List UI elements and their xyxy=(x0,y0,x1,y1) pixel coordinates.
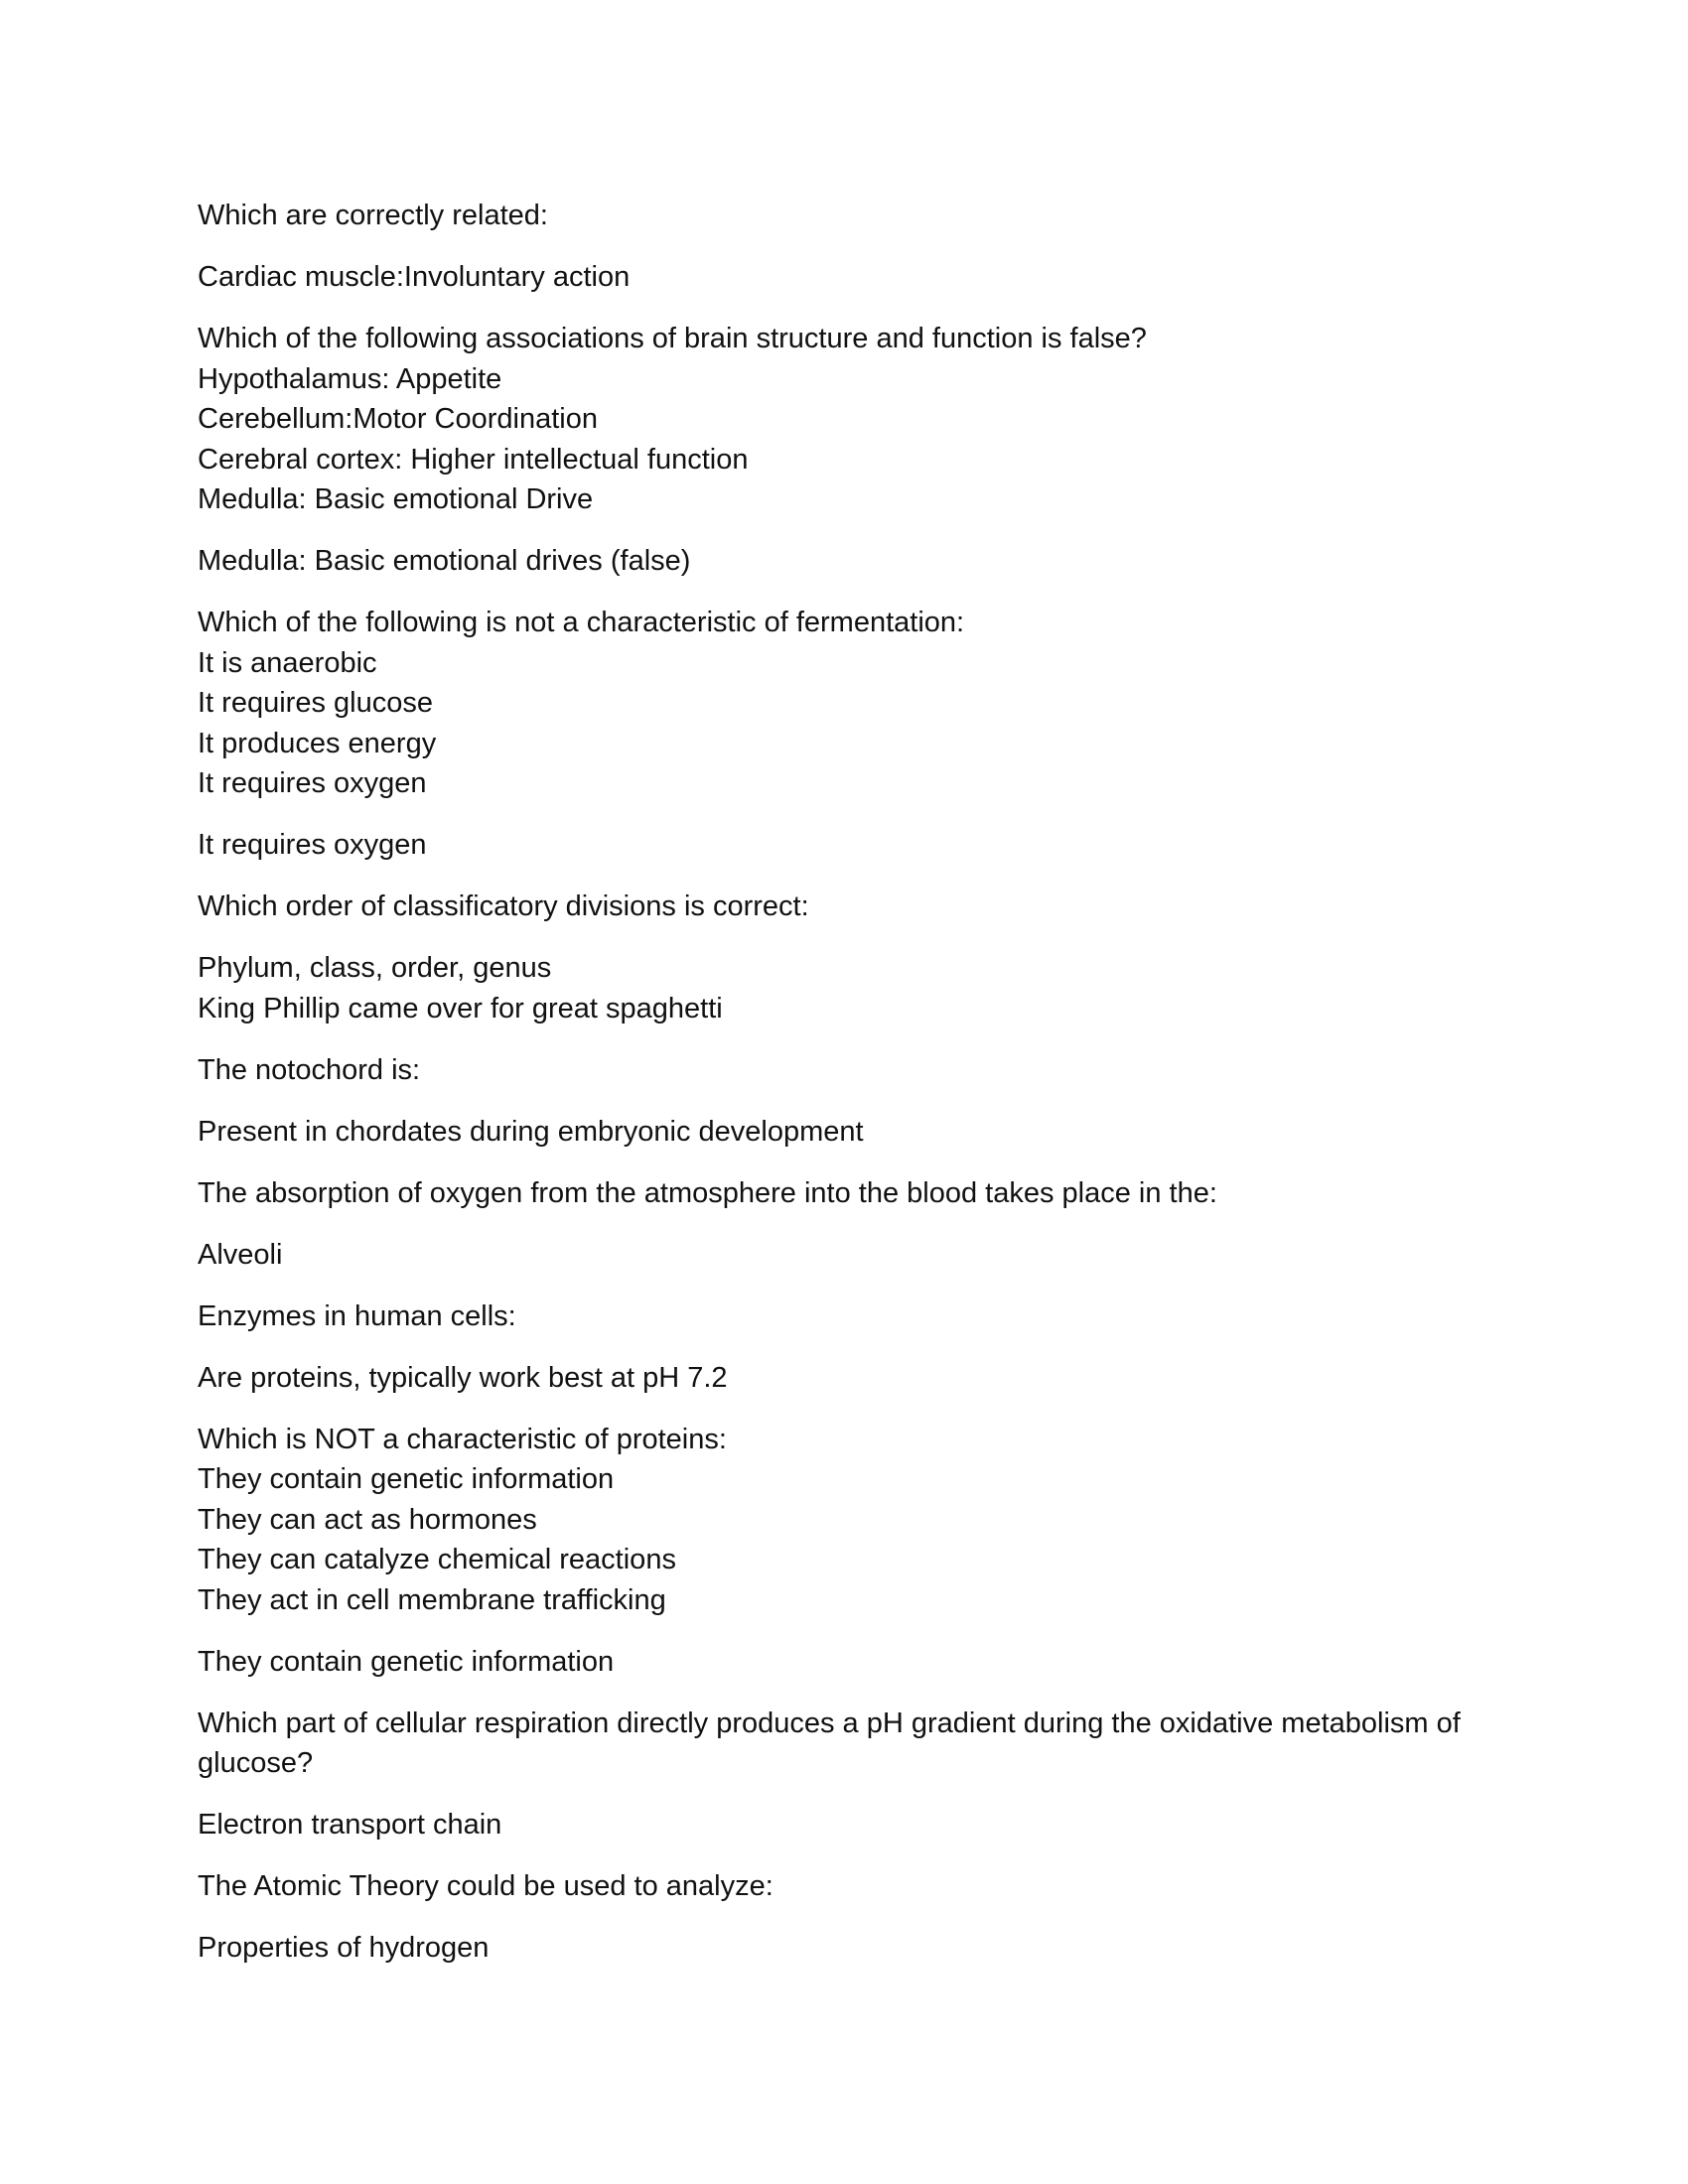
option-text: They can act as hormones xyxy=(198,1503,537,1536)
answer-text: Are proteins, typically work best at pH 7.2 xyxy=(198,1361,728,1394)
option-text: They can catalyze chemical reactions xyxy=(198,1544,676,1575)
question-paragraph xyxy=(198,319,1488,520)
answer-text: Alveoli xyxy=(198,1238,283,1271)
question-text: The notochord is: xyxy=(198,1053,421,1086)
answer-paragraph xyxy=(198,948,1488,1028)
answer-paragraph xyxy=(198,541,1488,582)
mnemonic-text: King Phillip came over for great spaghetti xyxy=(198,992,723,1024)
answer-text: Electron transport chain xyxy=(198,1809,502,1841)
option-text: It produces energy xyxy=(198,727,437,759)
question-text: The Atomic Theory could be used to analyze: xyxy=(198,1870,774,1902)
option-text: It requires glucose xyxy=(198,687,433,719)
answer-paragraph xyxy=(198,1642,1488,1683)
question-paragraph xyxy=(198,1420,1488,1621)
question-text: Which of the following is not a characteristic of fermentation: xyxy=(198,607,965,638)
option-text: They contain genetic information xyxy=(198,1463,615,1495)
question-text: Which is NOT a characteristic of proteins: xyxy=(198,1423,727,1455)
question-paragraph xyxy=(198,1173,1488,1214)
answer-paragraph xyxy=(198,257,1488,298)
option-text: It is anaerobic xyxy=(198,646,377,679)
answer-text: Phylum, class, order, genus xyxy=(198,952,552,984)
document-body xyxy=(198,196,1488,1989)
question-text: Enzymes in human cells: xyxy=(198,1299,516,1332)
answer-paragraph xyxy=(198,825,1488,866)
question-text-continued: glucose? xyxy=(198,1747,314,1779)
option-text: Hypothalamus: Appetite xyxy=(198,362,502,395)
option-text: It requires oxygen xyxy=(198,767,427,799)
answer-text: Properties of hydrogen xyxy=(198,1932,490,1964)
question-text: Which order of classificatory divisions is correct: xyxy=(198,890,809,922)
option-text: Cerebral cortex: Higher intellectual function xyxy=(198,443,749,476)
answer-paragraph xyxy=(198,1805,1488,1845)
answer-paragraph xyxy=(198,1358,1488,1399)
answer-text: It requires oxygen xyxy=(198,829,427,861)
answer-text: Present in chordates during embryonic development xyxy=(198,1115,864,1148)
option-text: They act in cell membrane trafficking xyxy=(198,1583,666,1616)
answer-text: They contain genetic information xyxy=(198,1645,615,1678)
question-text: Which are correctly related: xyxy=(198,200,548,231)
question-text: The absorption of oxygen from the atmosphere into the blood takes place in the: xyxy=(198,1176,1217,1209)
question-text: Which of the following associations of brain structure and function is false? xyxy=(198,323,1147,354)
question-paragraph xyxy=(198,1704,1488,1784)
answer-paragraph xyxy=(198,1928,1488,1969)
question-paragraph xyxy=(198,603,1488,804)
answer-paragraph xyxy=(198,1235,1488,1276)
question-paragraph xyxy=(198,1050,1488,1091)
question-paragraph xyxy=(198,1866,1488,1907)
question-text: Which part of cellular respiration directly produces a pH gradient during the oxidative metabolism of xyxy=(198,1706,1461,1739)
question-paragraph xyxy=(198,196,1488,236)
option-text: Cerebellum:Motor Coordination xyxy=(198,403,598,435)
question-paragraph xyxy=(198,1297,1488,1337)
option-text: Medulla: Basic emotional Drive xyxy=(198,483,594,515)
answer-text: Cardiac muscle:Involuntary action xyxy=(198,261,631,293)
answer-paragraph xyxy=(198,1112,1488,1153)
question-paragraph xyxy=(198,887,1488,927)
answer-text: Medulla: Basic emotional drives (false) xyxy=(198,545,691,577)
